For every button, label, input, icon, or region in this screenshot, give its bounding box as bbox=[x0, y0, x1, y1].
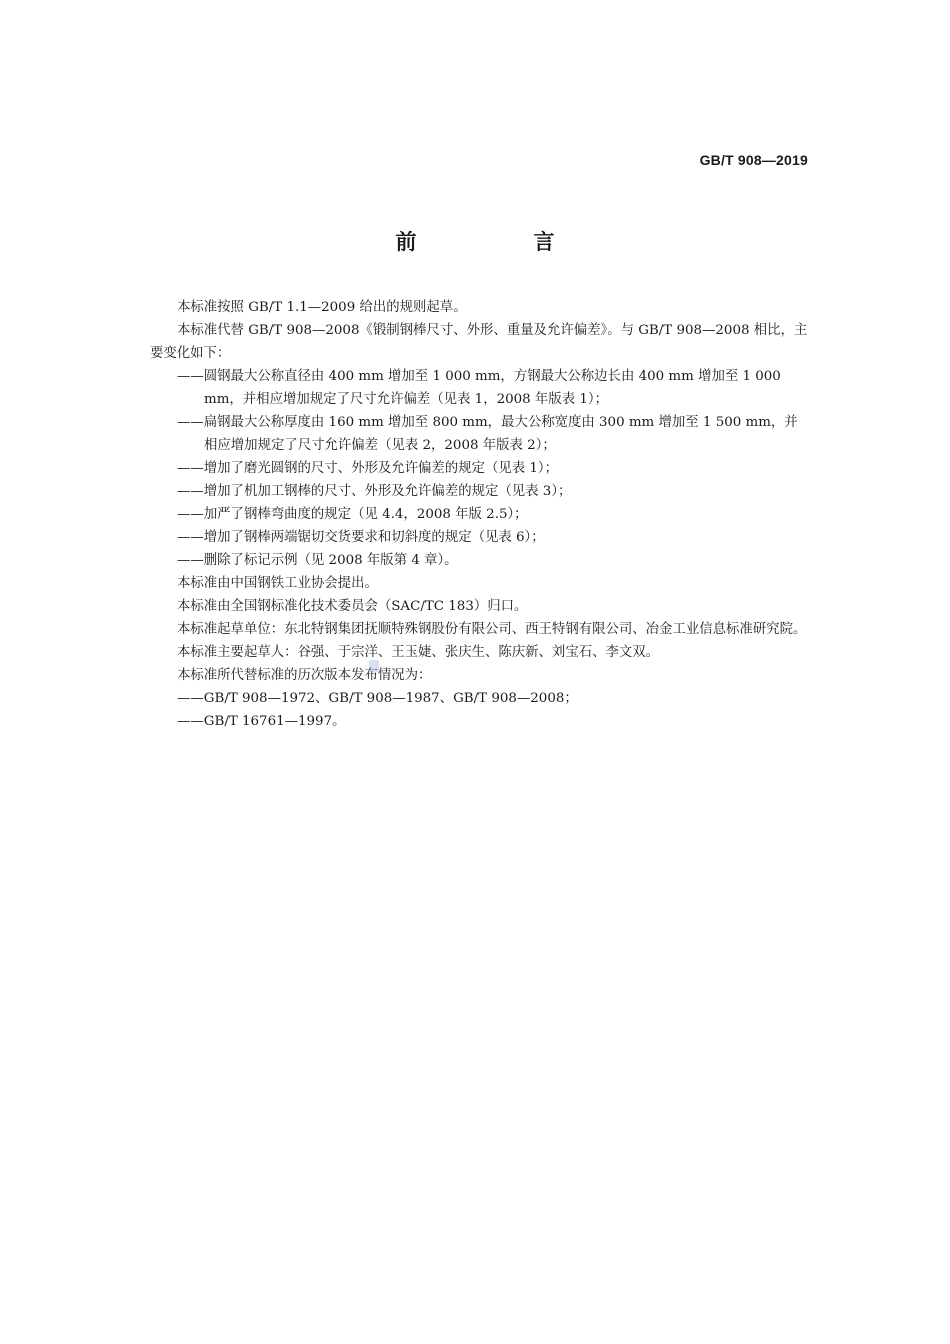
page-title: 前 言 bbox=[395, 230, 603, 254]
change-item: ——扁钢最大公称厚度由 160 mm 增加至 800 mm，最大公称宽度由 300 mm 增加至 1 500 mm，并相应增加规定了尺寸允许偏差（见表 2，2008 年版表 2）； bbox=[177, 415, 798, 453]
paragraph-drafting-units: 本标准起草单位：东北特钢集团抚顺特殊钢股份有限公司、西王特钢有限公司、冶金工业信息标准研究院。 bbox=[177, 622, 807, 637]
history-item: ——GB/T 16761—1997。 bbox=[177, 714, 346, 729]
change-item: ——加严了钢棒弯曲度的规定（见 4.4，2008 年版 2.5）； bbox=[177, 507, 528, 522]
history-item: ——GB/T 908—1972、GB/T 908—1987、GB/T 908—2008； bbox=[177, 691, 578, 706]
foreword-body bbox=[150, 296, 810, 733]
paragraph-proposer: 本标准由中国钢铁工业协会提出。 bbox=[177, 576, 378, 591]
paragraph-history-intro: 本标准所代替标准的历次版本发布情况为： bbox=[177, 668, 432, 683]
paragraph-replacement: 本标准代替 GB/T 908—2008《锻制钢棒尺寸、外形、重量及允许偏差》。与 GB/T 908—2008 相比，主要变化如下： bbox=[150, 323, 808, 361]
paragraph-centralized: 本标准由全国钢标准化技术委员会（SAC/TC 183）归口。 bbox=[177, 599, 528, 614]
paragraph-drafting-rules: 本标准按照 GB/T 1.1—2009 给出的规则起草。 bbox=[177, 300, 467, 315]
paragraph-drafters: 本标准主要起草人：谷强、于宗洋、王玉婕、张庆生、陈庆新、刘宝石、李文双。 bbox=[177, 645, 660, 660]
change-item: ——删除了标记示例（见 2008 年版第 4 章）。 bbox=[177, 553, 458, 568]
change-item: ——增加了磨光圆钢的尺寸、外形及允许偏差的规定（见表 1）； bbox=[177, 461, 559, 476]
change-item: ——增加了机加工钢棒的尺寸、外形及允许偏差的规定（见表 3）； bbox=[177, 484, 572, 499]
change-item: ——增加了钢棒两端锯切交货要求和切斜度的规定（见表 6）； bbox=[177, 530, 545, 545]
watermark-mark bbox=[369, 660, 379, 672]
change-item: ——圆钢最大公称直径由 400 mm 增加至 1 000 mm，方钢最大公称边长由 400 mm 增加至 1 000 mm，并相应增加规定了尺寸允许偏差（见表 1，2008 年版表 1）； bbox=[177, 369, 781, 407]
document-code: GB/T 908—2019 bbox=[699, 152, 808, 168]
